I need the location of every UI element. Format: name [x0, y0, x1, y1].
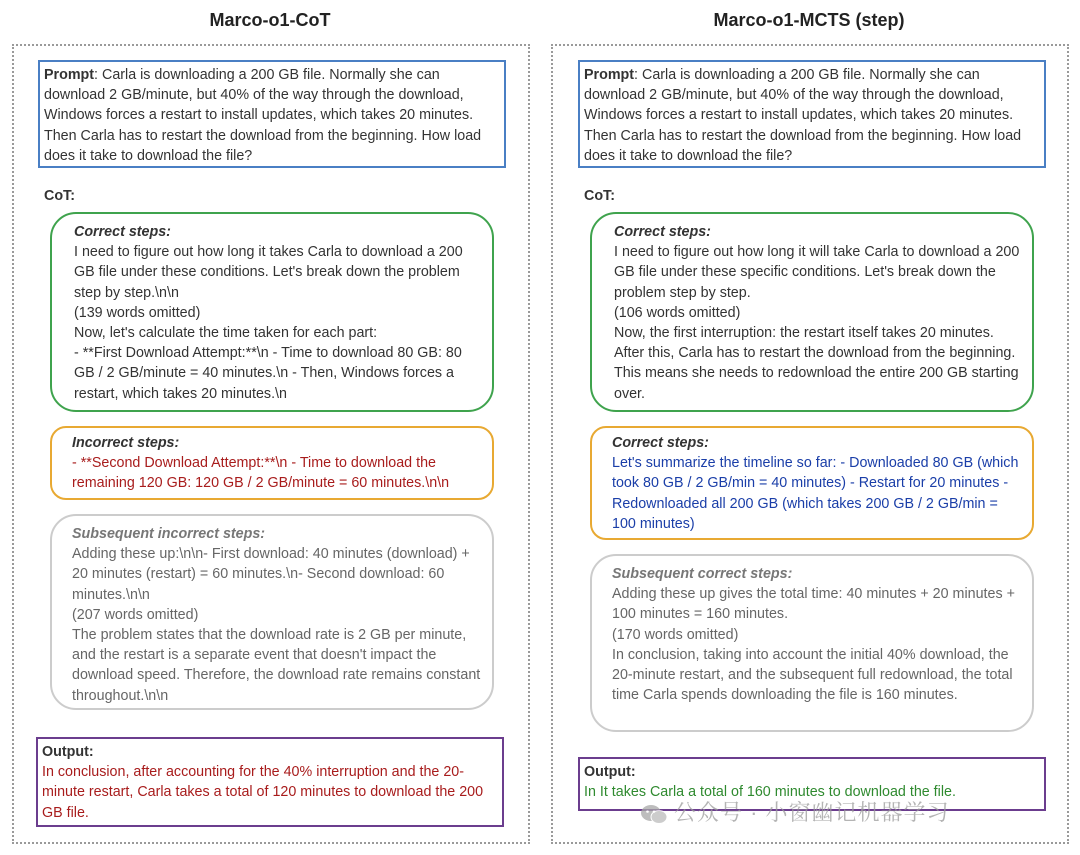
left-output-label: Output:: [42, 744, 94, 760]
left-incorrect-steps-box: [50, 426, 494, 500]
right-subsequent-text: Adding these up gives the total time: 40 minutes + 20 minutes + 100 minutes = 160 minutes. (170 words omitted) In conclusion, taking into account the initial 40% download, the 20-minute restart, and the subsequent full redownload, the total time Carla spends downloading the file is 160 minutes.: [612, 586, 1015, 704]
right-panel-title: Marco-o1-MCTS (step): [713, 10, 905, 30]
right-subsequent-heading: Subsequent correct steps:: [612, 566, 793, 582]
wechat-icon: [640, 804, 668, 824]
right-correct-heading: Correct steps:: [614, 224, 711, 240]
right-correct2-heading: Correct steps:: [612, 435, 709, 451]
right-correct-steps-2-box: [590, 426, 1034, 540]
left-incorrect-heading: Incorrect steps:: [72, 435, 180, 451]
left-prompt-text: : Carla is downloading a 200 GB file. Normally she can download 2 GB/minute, but 40% of the way through the download, Windows forces a restart to install updates, which takes 20 minutes. Then Carla has to restart the download from the beginning. How load does it take to download the file?: [44, 67, 482, 164]
right-correct-text: I need to figure out how long it will take Carla to download a 200 GB file under these specific conditions. Let's break down the problem step by step. (106 words omitted) Now, the first interruption: the restart itself takes 20 minutes. After this, Carla has to restart the download from the beginning. This means she needs to redownload the entire 200 GB starting over.: [614, 244, 1020, 402]
left-subsequent-text: Adding these up:\n\n- First download: 40 minutes (download) + 20 minutes (restart) = 60 minutes.\n- Second download: 60 minutes.\n\n (207 words omitted) The problem states that the download rate is 2 GB per minute, and the restart is a separate event that doesn't impact the download speed. Therefore, the download rate remains constant throughout.\n\n: [72, 546, 481, 704]
right-output-label: Output:: [584, 764, 636, 780]
watermark: [640, 796, 950, 827]
right-correct-steps-box: [590, 212, 1034, 412]
left-correct-heading: Correct steps:: [74, 224, 171, 240]
left-correct-steps-box: [50, 212, 494, 412]
right-prompt-box: [578, 60, 1046, 168]
right-prompt-label: Prompt: [584, 67, 635, 83]
right-subsequent-steps-box: [590, 554, 1034, 732]
right-prompt-text: : Carla is downloading a 200 GB file. Normally she can download 2 GB/minute, but 40% of the way through the download, Windows forces a restart to install updates, which takes 20 minutes. Then Carla has to restart the download from the beginning. How load does it take to download the file?: [584, 67, 1022, 164]
left-correct-text: I need to figure out how long it takes Carla to download a 200 GB file under these conditions. Let's break down the problem step by step.\n\n (139 words omitted) Now, let's calculate the time taken for each part: - **First Download Attempt:**\n - Time to download 80 GB: 80 GB / 2 GB/minute = 40 minutes.\n - Then, Windows forces a restart, which takes 20 minutes.\n: [74, 244, 463, 402]
left-prompt-box: [38, 60, 506, 168]
right-cot-label: CoT:: [584, 188, 615, 204]
left-incorrect-text: - **Second Download Attempt:**\n - Time to download the remaining 120 GB: 120 GB / 2 GB/minute = 60 minutes.\n\n: [72, 455, 450, 492]
left-prompt-label: Prompt: [44, 67, 95, 83]
watermark-text: 公众号 · 小窗幽记机器学习: [674, 800, 950, 825]
left-panel-title: Marco-o1-CoT: [209, 10, 331, 30]
left-subsequent-heading: Subsequent incorrect steps:: [72, 526, 266, 542]
left-output-box: [36, 737, 504, 827]
left-output-text: In conclusion, after accounting for the 40% interruption and the 20-minute restart, Carla takes a total of 120 minutes to download the 200 GB file.: [42, 764, 484, 821]
left-cot-label: CoT:: [44, 188, 75, 204]
right-output-text: In It takes Carla a total of 160 minutes to download the file.: [584, 784, 956, 801]
left-subsequent-steps-box: [50, 514, 494, 710]
right-correct2-text: Let's summarize the timeline so far: - Downloaded 80 GB (which took 80 GB / 2 GB/min = 40 minutes) - Restart for 20 minutes - Redownloaded all 200 GB (which takes 200 GB / 2 GB/min = 100 minutes): [612, 455, 1019, 532]
